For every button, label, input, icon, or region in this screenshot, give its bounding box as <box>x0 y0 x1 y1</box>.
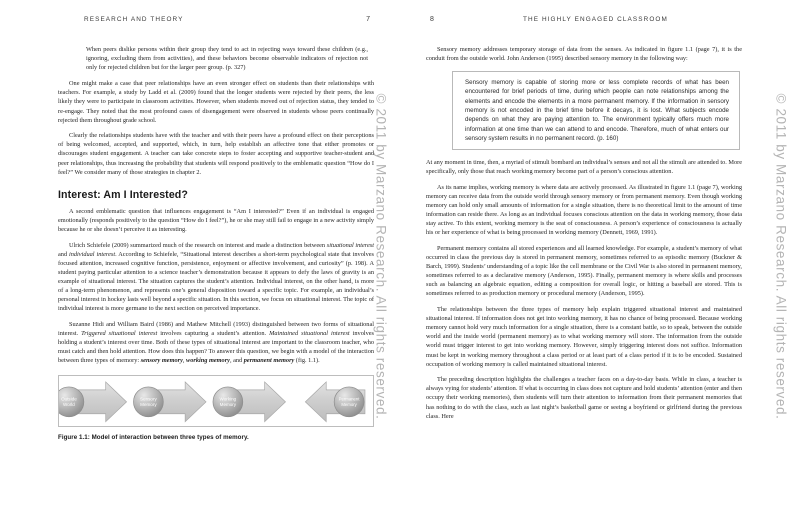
node-working-memory-line1: Working <box>219 396 237 402</box>
left-paragraph-1: One might make a case that peer relationships have an even stronger effect on students than their relationships with teachers. For example, a study by Ladd et al. (2009) found that the longer students were rejected by their peers, the less likely they were to participate in classroom activities. However, when students moved out of rejection status, they tended to re-engage. They noted that the most profound cases of disengagement were observed in students whose peers continually rejected them throughout grade school. <box>58 80 374 124</box>
left-page-number: 7 <box>366 16 370 23</box>
node-working-memory <box>213 387 243 417</box>
lp5-d: , <box>182 357 187 365</box>
node-sensory-memory-line2: Memory <box>140 402 157 408</box>
node-working-memory-line2: Memory <box>219 402 237 408</box>
lp5-f: (fig. 1.1). <box>294 357 320 365</box>
lp5-italic-maintained: Maintained situational interest <box>269 329 350 337</box>
right-running-head <box>426 16 742 30</box>
left-paragraph-5 <box>58 320 374 365</box>
lp5-italic-permanent: permanent memory <box>243 357 295 365</box>
lp4-italic-situational: situational interest <box>326 241 375 249</box>
node-sensory-memory <box>134 387 164 417</box>
figure-1-1-frame <box>58 375 374 427</box>
figure-1-1-caption: Figure 1.1: Model of interaction between three types of memory. <box>58 434 249 442</box>
right-paragraph-5: The relationships between the three types of memory help explain triggered situational interest and maintained situational interest. If information does not get into working memory, it has no chance of being processed. Because working memory cannot hold very much information for a single situation, there is a constant battle, so to speak, between the outside world and the inside world (permanent memory) as to what working memory will store. The information from the outside world must trigger interest to get into working memory. However, simply triggering interest does not suffice. Information must be kept in working memory throughout a class period or at least part of a class period if it is to be encoded. Sustained occupation of working memory is called maintained situational interest. <box>426 306 742 368</box>
page-gutter <box>400 0 401 512</box>
lp5-a: Suzanne Hidi and William Baird (1986) and Mathew Mitchell (1993) distinguished between two forms of situational interest. <box>58 320 374 337</box>
lp4-italic-individual: individual interest <box>69 250 116 258</box>
left-block-quote: When peers dislike persons within their group they tend to act in rejecting ways toward these children (e.g., ignoring, excluding them from activities), and these behaviors become observable indicators of rejection not only for rejected children but for the larger peer group. (p. 327) <box>86 46 368 72</box>
left-paragraph-4 <box>58 241 374 314</box>
lp5-italic-working: working memory <box>186 357 230 365</box>
node-permanent-memory <box>334 387 364 417</box>
left-running-head-title: RESEARCH AND THEORY <box>84 16 184 23</box>
node-outside-world-line2: World <box>63 402 75 408</box>
left-running-head <box>58 16 374 30</box>
anderson-quote-box: Sensory memory is capable of storing more or less complete records of what has been encountered for brief periods of time, during which people can note relationships among the elements and encode the elements in a more permanent memory. If the information in sensory memory is not encoded in the brief time before it decays, it is lost. What subjects encode depends on what they are paying attention to. The environment typically offers much more information at one time than we can attend to and encode. Therefore, much of what enters our sensory system results in no permanent record. (p. 160) <box>452 71 740 150</box>
right-watermark-text: © 2011 by Marzano Research. All rights reserved. <box>773 93 789 419</box>
right-page-watermark <box>766 0 796 512</box>
lp5-italic-sensory: sensory memory <box>140 357 183 365</box>
memory-model-diagram <box>59 376 373 427</box>
lp5-italic-triggered: Triggered situational interest <box>81 329 158 337</box>
right-paragraph-1: Sensory memory addresses temporary storage of data from the senses. As indicated in figure 1.1 (page 7), it is the conduit from the outside world. John Anderson (1995) described sensory memory in the following way: <box>426 46 742 63</box>
figure-1-1 <box>58 375 374 441</box>
right-running-head-title: THE HIGHLY ENGAGED CLASSROOM <box>522 16 668 23</box>
node-permanent-memory-line1: Permanent <box>338 396 360 402</box>
node-sensory-memory-line1: Sensory <box>140 396 157 402</box>
right-page-number: 8 <box>430 16 434 23</box>
section-heading-interest: Interest: Am I Interested? <box>58 188 188 201</box>
lp4-c: . According to Schiefele, “Situational interest describes a short-term psychological state that involves focused attention, increased cognitive function, persistence, enjoyment or affective involvement, and curiosity” (p. 198). A student paying particular attention to a science teacher’s demonstration because it appears to defy the laws of gravity is an example of situational interest. The situation captures the student’s attention. Individual interest, on the other hand, is more of a long-term phenomenon, and represents one’s general disposition toward a specific topic. For example, an individual’s personal interest in hockey lasts well beyond a specific situation. In this section, we focus on situational interest. The topic of individual interest is more germane to the next section on perceived importance. <box>58 250 374 313</box>
right-paragraph-3: As its name implies, working memory is where data are actively processed. As illustrated in figure 1.1 (page 7), working memory can receive data from the outside world through sensory memory or from permanent memory. Even though working memory can hold only small amounts of information for a single situation, there is no theoretical limit to the amount of time information can reside there. As long as an individual focuses conscious attention on the data in working memory, those data stay active. To this extent, working memory is the seat of consciousness. A person’s experience of consciousness is actually his or her experience of what is being processed in working memory (Dennett, 1969, 1991). <box>426 183 742 237</box>
right-paragraph-4: Permanent memory contains all stored experiences and all learned knowledge. For example, a student’s memory of what occurred in class the previous day is stored in permanent memory, sometimes referred to as episodic memory (Buckner & Barch, 1999). Students’ understanding of a topic like the cell membrane or the Civil War is also stored in permanent memory, sometimes referred to as a declarative memory (Anderson, 1995). Finally, permanent memory is where skills and processes such as balancing an algebraic equation, editing a composition for overall logic, or hitting a baseball are stored. This is sometimes referred to as production memory or procedural memory (Anderson, 1995). <box>426 245 742 298</box>
right-paragraph-6: The preceding description highlights the challenges a teacher faces on a day-to-day basis. While in class, a teacher is always vying for students’ attention. If what is occurring in class does not capture and hold students’ attention (enter and then occupy their working memories), then students will turn their attention to information from their permanent memories that has nothing to do with the class, such as last night’s basketball game or seeing a boyfriend or girlfriend during the previous class. Here <box>426 376 742 420</box>
left-paragraph-3: A second emblematic question that influences engagement is “Am I interested?” Even if an individual is engaged emotionally (responds positively to the question “How do I feel?”), he or she may still fail to engage in a new activity simply because he or she doesn’t perceive it as interesting. <box>58 207 374 233</box>
lp5-c: involves holding a student’s interest over time. Both of these types of situational interest are important to the classroom teacher, who must catch and then hold attention. How does this happen? To answer this question, we begin with a model of the interaction between three types of memory: <box>58 329 374 365</box>
node-permanent-memory-line2: Memory <box>341 402 357 408</box>
node-outside-world-line1: Outside <box>61 396 77 402</box>
right-page <box>400 0 800 512</box>
lp4-b: and <box>58 250 69 258</box>
lp4-a: Ulrich Schiefele (2009) summarized much of the research on interest and made a distinction between <box>69 241 327 249</box>
left-paragraph-2: Clearly the relationships students have with the teacher and with their peers have a profound effect on their perceptions of being welcomed, accepted, and supported, which, in turn, help establish an affective tone that either promotes or discourages student engagement. A teacher can take concrete steps to foster accepting and supportive teacher-student and peer relationships, thus increasing the probability that students will respond positively to the emblematic question “How do I feel?” We consider many of those strategies in chapter 2. <box>58 132 374 176</box>
right-paragraph-2: At any moment in time, then, a myriad of stimuli bombard an individual’s senses and not all the stimuli are attended to. More specifically, only those that reach working memory become part of a person’s conscious attention. <box>426 159 743 176</box>
left-watermark-text: © 2011 by Marzano Research. All rights reserved. <box>373 93 389 419</box>
lp5-b: involves capturing a student’s attention. <box>157 329 270 337</box>
lp5-e: , and <box>229 357 244 365</box>
